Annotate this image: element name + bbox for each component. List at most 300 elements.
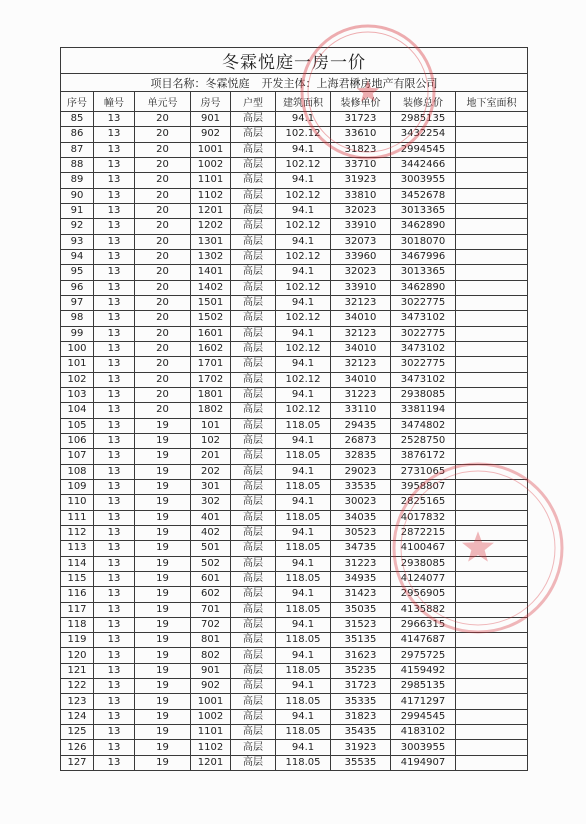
cell-unit: 20 bbox=[135, 311, 191, 326]
cell-unit: 19 bbox=[135, 556, 191, 571]
cell-basement-area bbox=[456, 203, 528, 218]
cell-unit: 19 bbox=[135, 510, 191, 525]
cell-building: 13 bbox=[94, 617, 135, 632]
cell-floor-area: 94.1 bbox=[276, 495, 331, 510]
cell-unit-price: 31223 bbox=[331, 556, 391, 571]
cell-basement-area bbox=[456, 357, 528, 372]
cell-type: 高层 bbox=[231, 295, 276, 310]
table-row bbox=[61, 234, 528, 249]
cell-serial: 106 bbox=[61, 433, 94, 448]
cell-unit-price: 32123 bbox=[331, 295, 391, 310]
cell-total-price: 3958807 bbox=[391, 479, 456, 494]
column-header-unit: 单元号 bbox=[135, 92, 191, 112]
table-row bbox=[61, 587, 528, 602]
cell-building: 13 bbox=[94, 326, 135, 341]
cell-serial: 92 bbox=[61, 219, 94, 234]
cell-building: 13 bbox=[94, 495, 135, 510]
cell-total-price: 3381194 bbox=[391, 403, 456, 418]
cell-unit-price: 31823 bbox=[331, 709, 391, 724]
cell-room: 1201 bbox=[191, 203, 231, 218]
table-row bbox=[61, 709, 528, 724]
cell-building: 13 bbox=[94, 387, 135, 402]
cell-type: 高层 bbox=[231, 495, 276, 510]
cell-basement-area bbox=[456, 142, 528, 157]
cell-serial: 88 bbox=[61, 157, 94, 172]
cell-room: 1501 bbox=[191, 295, 231, 310]
cell-serial: 90 bbox=[61, 188, 94, 203]
cell-type: 高层 bbox=[231, 525, 276, 540]
cell-unit-price: 31523 bbox=[331, 617, 391, 632]
table-row bbox=[61, 541, 528, 556]
cell-unit-price: 34010 bbox=[331, 341, 391, 356]
table-row bbox=[61, 556, 528, 571]
cell-unit: 20 bbox=[135, 265, 191, 280]
cell-basement-area bbox=[456, 648, 528, 663]
cell-unit: 20 bbox=[135, 188, 191, 203]
cell-room: 1201 bbox=[191, 755, 231, 770]
cell-room: 1002 bbox=[191, 157, 231, 172]
cell-floor-area: 94.1 bbox=[276, 648, 331, 663]
cell-room: 1002 bbox=[191, 709, 231, 724]
cell-floor-area: 118.05 bbox=[276, 755, 331, 770]
cell-total-price: 2938085 bbox=[391, 387, 456, 402]
cell-type: 高层 bbox=[231, 341, 276, 356]
cell-basement-area bbox=[456, 617, 528, 632]
cell-unit: 20 bbox=[135, 326, 191, 341]
cell-floor-area: 94.1 bbox=[276, 433, 331, 448]
cell-basement-area bbox=[456, 510, 528, 525]
cell-basement-area bbox=[456, 341, 528, 356]
cell-unit-price: 31923 bbox=[331, 173, 391, 188]
cell-floor-area: 94.1 bbox=[276, 525, 331, 540]
cell-unit: 20 bbox=[135, 357, 191, 372]
cell-basement-area bbox=[456, 740, 528, 755]
cell-unit: 20 bbox=[135, 157, 191, 172]
cell-room: 1602 bbox=[191, 341, 231, 356]
column-header-serial: 序号 bbox=[61, 92, 94, 112]
column-header-basement-area: 地下室面积 bbox=[456, 92, 528, 112]
cell-serial: 120 bbox=[61, 648, 94, 663]
cell-basement-area bbox=[456, 418, 528, 433]
cell-type: 高层 bbox=[231, 219, 276, 234]
cell-unit-price: 34035 bbox=[331, 510, 391, 525]
cell-floor-area: 94.1 bbox=[276, 679, 331, 694]
table-row bbox=[61, 357, 528, 372]
cell-serial: 122 bbox=[61, 679, 94, 694]
cell-building: 13 bbox=[94, 203, 135, 218]
cell-unit-price: 31823 bbox=[331, 142, 391, 157]
cell-basement-area bbox=[456, 556, 528, 571]
table-row bbox=[61, 510, 528, 525]
cell-serial: 108 bbox=[61, 464, 94, 479]
cell-building: 13 bbox=[94, 755, 135, 770]
cell-floor-area: 94.1 bbox=[276, 387, 331, 402]
cell-building: 13 bbox=[94, 265, 135, 280]
cell-unit: 19 bbox=[135, 663, 191, 678]
cell-unit: 19 bbox=[135, 709, 191, 724]
cell-type: 高层 bbox=[231, 311, 276, 326]
cell-serial: 107 bbox=[61, 449, 94, 464]
cell-type: 高层 bbox=[231, 280, 276, 295]
cell-building: 13 bbox=[94, 280, 135, 295]
cell-type: 高层 bbox=[231, 602, 276, 617]
cell-floor-area: 118.05 bbox=[276, 449, 331, 464]
cell-unit: 19 bbox=[135, 433, 191, 448]
cell-basement-area bbox=[456, 127, 528, 142]
cell-unit-price: 31423 bbox=[331, 587, 391, 602]
cell-unit-price: 33110 bbox=[331, 403, 391, 418]
cell-total-price: 2985135 bbox=[391, 679, 456, 694]
cell-basement-area bbox=[456, 112, 528, 127]
cell-unit: 19 bbox=[135, 679, 191, 694]
column-header-unit-price: 装修单价 bbox=[331, 92, 391, 112]
cell-building: 13 bbox=[94, 433, 135, 448]
cell-room: 1502 bbox=[191, 311, 231, 326]
cell-serial: 91 bbox=[61, 203, 94, 218]
cell-serial: 111 bbox=[61, 510, 94, 525]
cell-basement-area bbox=[456, 311, 528, 326]
cell-room: 402 bbox=[191, 525, 231, 540]
cell-total-price: 4147687 bbox=[391, 633, 456, 648]
cell-basement-area bbox=[456, 541, 528, 556]
cell-building: 13 bbox=[94, 341, 135, 356]
cell-room: 1101 bbox=[191, 725, 231, 740]
cell-room: 801 bbox=[191, 633, 231, 648]
cell-serial: 123 bbox=[61, 694, 94, 709]
table-row bbox=[61, 311, 528, 326]
cell-unit-price: 34010 bbox=[331, 372, 391, 387]
cell-total-price: 3432254 bbox=[391, 127, 456, 142]
table-row bbox=[61, 418, 528, 433]
cell-floor-area: 102.12 bbox=[276, 372, 331, 387]
cell-room: 201 bbox=[191, 449, 231, 464]
cell-room: 902 bbox=[191, 127, 231, 142]
cell-type: 高层 bbox=[231, 112, 276, 127]
cell-serial: 94 bbox=[61, 249, 94, 264]
cell-floor-area: 118.05 bbox=[276, 663, 331, 678]
cell-type: 高层 bbox=[231, 464, 276, 479]
table-row bbox=[61, 648, 528, 663]
cell-unit: 19 bbox=[135, 449, 191, 464]
cell-room: 1301 bbox=[191, 234, 231, 249]
cell-unit-price: 35035 bbox=[331, 602, 391, 617]
cell-floor-area: 118.05 bbox=[276, 541, 331, 556]
cell-room: 1001 bbox=[191, 694, 231, 709]
cell-room: 1302 bbox=[191, 249, 231, 264]
cell-type: 高层 bbox=[231, 157, 276, 172]
cell-floor-area: 118.05 bbox=[276, 571, 331, 586]
cell-unit-price: 34735 bbox=[331, 541, 391, 556]
cell-type: 高层 bbox=[231, 234, 276, 249]
cell-total-price: 3022775 bbox=[391, 357, 456, 372]
cell-floor-area: 94.1 bbox=[276, 740, 331, 755]
cell-room: 901 bbox=[191, 663, 231, 678]
cell-unit: 19 bbox=[135, 740, 191, 755]
cell-room: 1701 bbox=[191, 357, 231, 372]
cell-floor-area: 102.12 bbox=[276, 403, 331, 418]
cell-serial: 89 bbox=[61, 173, 94, 188]
cell-total-price: 4171297 bbox=[391, 694, 456, 709]
cell-basement-area bbox=[456, 725, 528, 740]
cell-serial: 109 bbox=[61, 479, 94, 494]
cell-unit: 20 bbox=[135, 295, 191, 310]
cell-total-price: 3452678 bbox=[391, 188, 456, 203]
cell-total-price: 2825165 bbox=[391, 495, 456, 510]
cell-floor-area: 102.12 bbox=[276, 219, 331, 234]
table-row bbox=[61, 571, 528, 586]
table-row bbox=[61, 326, 528, 341]
cell-serial: 103 bbox=[61, 387, 94, 402]
cell-basement-area bbox=[456, 295, 528, 310]
cell-unit: 20 bbox=[135, 280, 191, 295]
cell-building: 13 bbox=[94, 127, 135, 142]
table-row bbox=[61, 341, 528, 356]
project-name-label: 项目名称：冬霖悦庭 bbox=[150, 76, 250, 90]
cell-type: 高层 bbox=[231, 203, 276, 218]
cell-total-price: 3022775 bbox=[391, 326, 456, 341]
cell-building: 13 bbox=[94, 249, 135, 264]
cell-building: 13 bbox=[94, 679, 135, 694]
cell-type: 高层 bbox=[231, 709, 276, 724]
table-row bbox=[61, 280, 528, 295]
cell-total-price: 3003955 bbox=[391, 173, 456, 188]
cell-unit-price: 33960 bbox=[331, 249, 391, 264]
cell-serial: 114 bbox=[61, 556, 94, 571]
cell-serial: 127 bbox=[61, 755, 94, 770]
cell-building: 13 bbox=[94, 372, 135, 387]
cell-total-price: 2731065 bbox=[391, 464, 456, 479]
cell-total-price: 4100467 bbox=[391, 541, 456, 556]
cell-floor-area: 94.1 bbox=[276, 265, 331, 280]
cell-building: 13 bbox=[94, 403, 135, 418]
table-row bbox=[61, 725, 528, 740]
document-title: 冬霖悦庭一房一价 bbox=[61, 48, 528, 74]
cell-type: 高层 bbox=[231, 617, 276, 632]
cell-unit-price: 32835 bbox=[331, 449, 391, 464]
cell-building: 13 bbox=[94, 188, 135, 203]
cell-basement-area bbox=[456, 571, 528, 586]
cell-total-price: 4017832 bbox=[391, 510, 456, 525]
cell-room: 802 bbox=[191, 648, 231, 663]
cell-floor-area: 94.1 bbox=[276, 295, 331, 310]
cell-basement-area bbox=[456, 709, 528, 724]
cell-unit: 19 bbox=[135, 648, 191, 663]
cell-floor-area: 94.1 bbox=[276, 357, 331, 372]
cell-room: 1101 bbox=[191, 173, 231, 188]
cell-serial: 116 bbox=[61, 587, 94, 602]
cell-room: 1001 bbox=[191, 142, 231, 157]
cell-floor-area: 94.1 bbox=[276, 617, 331, 632]
column-header-total-price: 装修总价 bbox=[391, 92, 456, 112]
cell-total-price: 3018070 bbox=[391, 234, 456, 249]
cell-total-price: 4194907 bbox=[391, 755, 456, 770]
cell-serial: 105 bbox=[61, 418, 94, 433]
cell-serial: 100 bbox=[61, 341, 94, 356]
cell-building: 13 bbox=[94, 602, 135, 617]
cell-serial: 95 bbox=[61, 265, 94, 280]
cell-floor-area: 118.05 bbox=[276, 510, 331, 525]
column-header-room: 房号 bbox=[191, 92, 231, 112]
table-row bbox=[61, 694, 528, 709]
cell-serial: 126 bbox=[61, 740, 94, 755]
cell-building: 13 bbox=[94, 587, 135, 602]
title-row bbox=[61, 48, 528, 74]
cell-room: 701 bbox=[191, 602, 231, 617]
cell-building: 13 bbox=[94, 633, 135, 648]
cell-floor-area: 94.1 bbox=[276, 173, 331, 188]
cell-total-price: 4135882 bbox=[391, 602, 456, 617]
cell-basement-area bbox=[456, 234, 528, 249]
cell-unit: 19 bbox=[135, 755, 191, 770]
cell-building: 13 bbox=[94, 449, 135, 464]
cell-type: 高层 bbox=[231, 587, 276, 602]
cell-type: 高层 bbox=[231, 449, 276, 464]
cell-total-price: 3022775 bbox=[391, 295, 456, 310]
cell-unit-price: 33910 bbox=[331, 280, 391, 295]
cell-unit-price: 31923 bbox=[331, 740, 391, 755]
cell-unit: 19 bbox=[135, 479, 191, 494]
cell-unit: 20 bbox=[135, 403, 191, 418]
table-row bbox=[61, 617, 528, 632]
cell-floor-area: 118.05 bbox=[276, 694, 331, 709]
cell-building: 13 bbox=[94, 234, 135, 249]
table-row bbox=[61, 173, 528, 188]
cell-building: 13 bbox=[94, 709, 135, 724]
cell-floor-area: 94.1 bbox=[276, 142, 331, 157]
cell-type: 高层 bbox=[231, 372, 276, 387]
cell-type: 高层 bbox=[231, 418, 276, 433]
cell-total-price: 3013365 bbox=[391, 265, 456, 280]
cell-type: 高层 bbox=[231, 433, 276, 448]
table-row bbox=[61, 203, 528, 218]
cell-type: 高层 bbox=[231, 694, 276, 709]
cell-basement-area bbox=[456, 679, 528, 694]
cell-floor-area: 118.05 bbox=[276, 633, 331, 648]
table-row bbox=[61, 372, 528, 387]
cell-total-price: 3462890 bbox=[391, 219, 456, 234]
cell-floor-area: 94.1 bbox=[276, 326, 331, 341]
cell-serial: 118 bbox=[61, 617, 94, 632]
cell-serial: 93 bbox=[61, 234, 94, 249]
cell-unit: 20 bbox=[135, 203, 191, 218]
cell-serial: 102 bbox=[61, 372, 94, 387]
cell-type: 高层 bbox=[231, 679, 276, 694]
cell-floor-area: 102.12 bbox=[276, 341, 331, 356]
cell-building: 13 bbox=[94, 541, 135, 556]
cell-room: 1102 bbox=[191, 740, 231, 755]
table-row bbox=[61, 755, 528, 770]
cell-serial: 124 bbox=[61, 709, 94, 724]
cell-building: 13 bbox=[94, 479, 135, 494]
cell-unit: 19 bbox=[135, 525, 191, 540]
cell-total-price: 3462890 bbox=[391, 280, 456, 295]
cell-type: 高层 bbox=[231, 556, 276, 571]
cell-unit: 20 bbox=[135, 127, 191, 142]
cell-basement-area bbox=[456, 755, 528, 770]
table-row bbox=[61, 112, 528, 127]
cell-unit: 20 bbox=[135, 173, 191, 188]
cell-type: 高层 bbox=[231, 510, 276, 525]
cell-unit-price: 35235 bbox=[331, 663, 391, 678]
cell-floor-area: 102.12 bbox=[276, 280, 331, 295]
cell-building: 13 bbox=[94, 295, 135, 310]
cell-room: 401 bbox=[191, 510, 231, 525]
cell-building: 13 bbox=[94, 142, 135, 157]
cell-unit-price: 30523 bbox=[331, 525, 391, 540]
cell-serial: 119 bbox=[61, 633, 94, 648]
table-row bbox=[61, 265, 528, 280]
table-row bbox=[61, 127, 528, 142]
cell-basement-area bbox=[456, 694, 528, 709]
cell-serial: 87 bbox=[61, 142, 94, 157]
table-row bbox=[61, 740, 528, 755]
cell-unit: 19 bbox=[135, 602, 191, 617]
cell-type: 高层 bbox=[231, 571, 276, 586]
subtitle-row bbox=[61, 74, 528, 92]
cell-total-price: 2985135 bbox=[391, 112, 456, 127]
cell-total-price: 2872215 bbox=[391, 525, 456, 540]
cell-unit: 19 bbox=[135, 464, 191, 479]
price-list-sheet bbox=[60, 47, 527, 771]
cell-unit-price: 33535 bbox=[331, 479, 391, 494]
cell-type: 高层 bbox=[231, 633, 276, 648]
column-header-floor-area: 建筑面积 bbox=[276, 92, 331, 112]
cell-serial: 115 bbox=[61, 571, 94, 586]
cell-type: 高层 bbox=[231, 387, 276, 402]
cell-basement-area bbox=[456, 372, 528, 387]
cell-unit: 20 bbox=[135, 234, 191, 249]
cell-room: 301 bbox=[191, 479, 231, 494]
cell-type: 高层 bbox=[231, 403, 276, 418]
cell-unit: 19 bbox=[135, 571, 191, 586]
cell-building: 13 bbox=[94, 663, 135, 678]
developer-label: 开发主体：上海君楙房地产有限公司 bbox=[261, 76, 438, 90]
document-subtitle bbox=[61, 74, 528, 92]
cell-room: 702 bbox=[191, 617, 231, 632]
cell-total-price: 3013365 bbox=[391, 203, 456, 218]
cell-unit-price: 33610 bbox=[331, 127, 391, 142]
cell-room: 601 bbox=[191, 571, 231, 586]
cell-floor-area: 94.1 bbox=[276, 203, 331, 218]
cell-unit: 20 bbox=[135, 341, 191, 356]
cell-total-price: 3474802 bbox=[391, 418, 456, 433]
cell-total-price: 2938085 bbox=[391, 556, 456, 571]
cell-building: 13 bbox=[94, 112, 135, 127]
table-body bbox=[61, 112, 528, 771]
column-header-building: 幢号 bbox=[94, 92, 135, 112]
cell-type: 高层 bbox=[231, 541, 276, 556]
cell-unit: 19 bbox=[135, 617, 191, 632]
cell-unit: 20 bbox=[135, 219, 191, 234]
table-row bbox=[61, 495, 528, 510]
cell-basement-area bbox=[456, 157, 528, 172]
cell-type: 高层 bbox=[231, 663, 276, 678]
cell-type: 高层 bbox=[231, 249, 276, 264]
cell-basement-area bbox=[456, 433, 528, 448]
cell-building: 13 bbox=[94, 357, 135, 372]
table-row bbox=[61, 403, 528, 418]
cell-type: 高层 bbox=[231, 755, 276, 770]
cell-unit: 19 bbox=[135, 587, 191, 602]
cell-serial: 117 bbox=[61, 602, 94, 617]
cell-room: 101 bbox=[191, 418, 231, 433]
cell-unit-price: 33910 bbox=[331, 219, 391, 234]
cell-serial: 110 bbox=[61, 495, 94, 510]
cell-floor-area: 94.1 bbox=[276, 709, 331, 724]
cell-room: 1802 bbox=[191, 403, 231, 418]
cell-basement-area bbox=[456, 464, 528, 479]
cell-building: 13 bbox=[94, 510, 135, 525]
